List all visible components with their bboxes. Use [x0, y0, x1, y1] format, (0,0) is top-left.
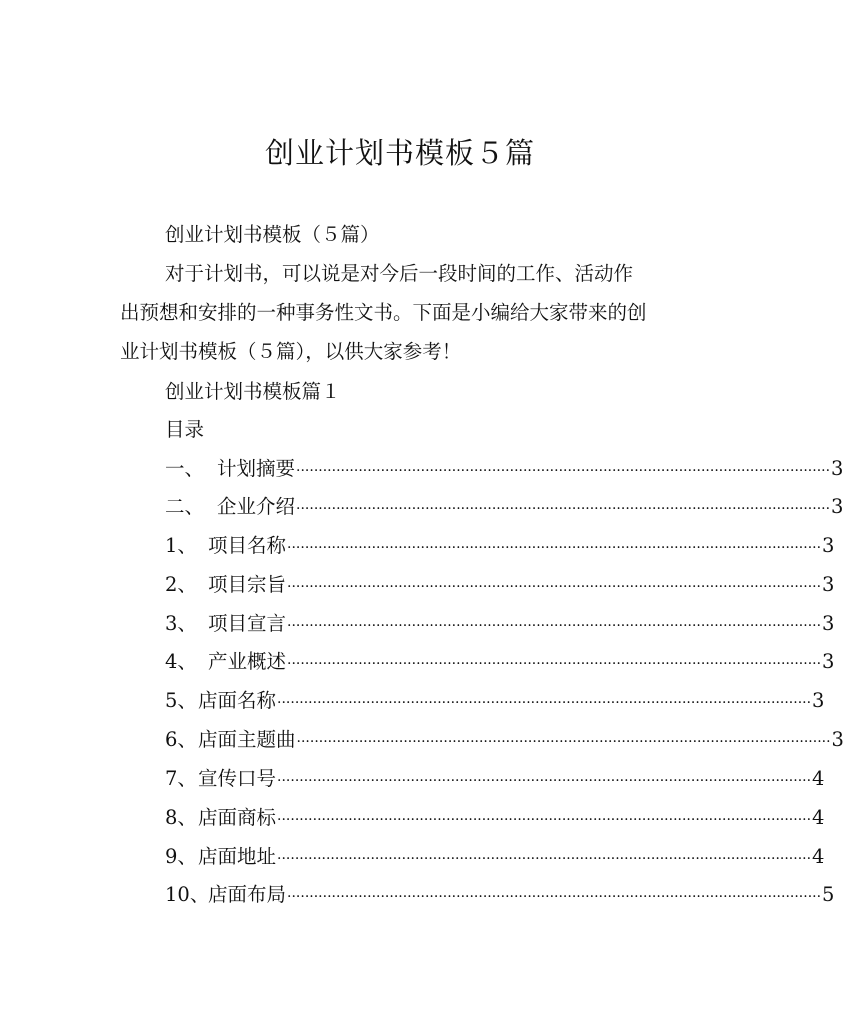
toc-leader-dots: ························································································································: [277, 773, 812, 789]
toc-entry-label: 计划摘要: [217, 457, 296, 480]
toc-entry-label: 项目宣言: [208, 612, 287, 635]
toc-entry-number: 二、: [165, 495, 205, 518]
toc-leader-dots: ························································································································: [277, 851, 812, 867]
toc-entry-label: 店面商标: [198, 806, 277, 829]
toc-leader-dots: ························································································································: [287, 889, 822, 905]
toc-entry-page: 3: [831, 495, 844, 518]
toc-entry-page: 3: [822, 573, 835, 596]
toc-entry-page: 5: [822, 883, 835, 906]
toc-entry-page: 3: [822, 650, 835, 673]
toc-entry-page: 3: [812, 689, 825, 712]
section-heading: 创业计划书模板篇１: [165, 380, 341, 403]
toc-entry[interactable]: [165, 843, 825, 871]
toc-entry[interactable]: [165, 648, 835, 676]
toc-entry-number: 10、: [165, 883, 210, 906]
toc-leader-dots: ························································································································: [287, 656, 822, 672]
toc-entry-label: 产业概述: [208, 650, 287, 673]
toc-leader-dots: ························································································································: [296, 463, 831, 479]
toc-entry-number: 5、: [165, 689, 197, 712]
toc-entry-number: 1、: [165, 534, 197, 557]
document-title: 创业计划书模板５篇: [264, 136, 535, 170]
intro-line-1: 对于计划书，可以说是对今后一段时间的工作、活动作: [165, 262, 634, 285]
toc-entry-number: 3、: [165, 612, 197, 635]
toc-entry-number: 6、: [165, 728, 197, 751]
toc-entry-label: 项目宗旨: [208, 573, 287, 596]
toc-entry-number: 4、: [165, 650, 197, 673]
toc-entry-number: 2、: [165, 573, 197, 596]
toc-heading: 目录: [165, 418, 205, 441]
toc-entry-label: 店面主题曲: [198, 728, 296, 751]
toc-entry-page: 4: [812, 806, 825, 829]
toc-entry[interactable]: [165, 687, 825, 715]
toc-entry-page: 3: [822, 612, 835, 635]
toc-leader-dots: ························································································································: [277, 812, 812, 828]
toc-entry-page: 3: [831, 457, 844, 480]
toc-entry-label: 项目名称: [208, 534, 287, 557]
document-subtitle: 创业计划书模板（５篇）: [165, 223, 380, 246]
toc-entry[interactable]: [165, 532, 835, 560]
toc-entry[interactable]: [165, 804, 825, 832]
toc-leader-dots: ························································································································: [287, 618, 822, 634]
toc-leader-dots: ························································································································: [277, 695, 812, 711]
toc-entry[interactable]: [165, 881, 835, 909]
intro-line-3: 业计划书模板（５篇），以供大家参考！: [120, 340, 462, 363]
toc-entry[interactable]: [165, 726, 844, 754]
toc-leader-dots: ························································································································: [287, 579, 822, 595]
toc-leader-dots: ························································································································: [296, 734, 831, 750]
toc-leader-dots: ························································································································: [287, 540, 822, 556]
toc-entry-number: 7、: [165, 767, 197, 790]
toc-entry[interactable]: [165, 571, 835, 599]
toc-entry-page: 4: [812, 845, 825, 868]
toc-entry-number: 8、: [165, 806, 197, 829]
toc-entry-label: 企业介绍: [217, 495, 296, 518]
intro-line-2: 出预想和安排的一种事务性文书。下面是小编给大家带来的创: [120, 301, 647, 324]
toc-entry[interactable]: [165, 493, 844, 521]
toc-entry[interactable]: [165, 455, 844, 483]
toc-entry-label: 店面名称: [198, 689, 277, 712]
toc-entry[interactable]: [165, 765, 825, 793]
toc-entry-number: 一、: [165, 457, 205, 480]
toc-leader-dots: ························································································································: [296, 501, 831, 517]
toc-entry-label: 店面布局: [208, 883, 287, 906]
toc-entry-page: 4: [812, 767, 825, 790]
toc-entry-page: 3: [831, 728, 844, 751]
toc-entry-label: 宣传口号: [198, 767, 277, 790]
toc-entry-page: 3: [822, 534, 835, 557]
toc-entry[interactable]: [165, 610, 835, 638]
toc-entry-label: 店面地址: [198, 845, 277, 868]
toc-entry-number: 9、: [165, 845, 197, 868]
